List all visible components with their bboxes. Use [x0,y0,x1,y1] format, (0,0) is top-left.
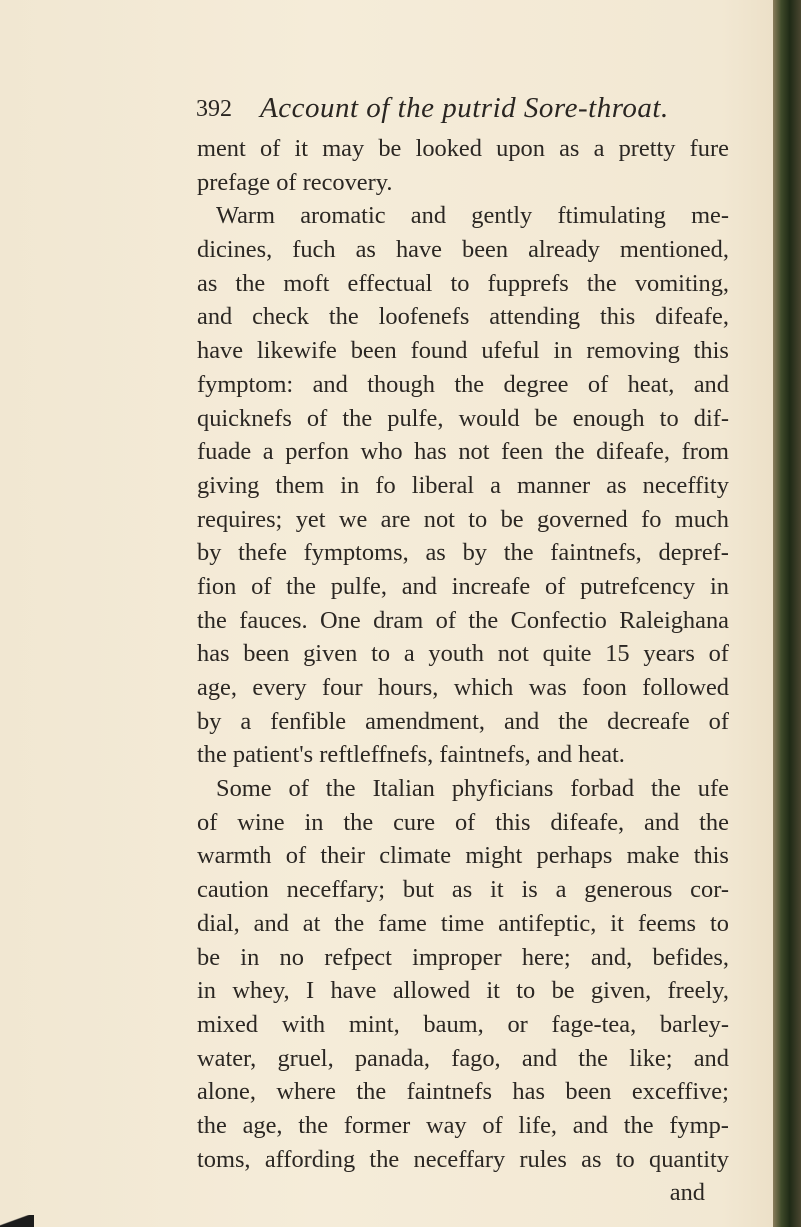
text-line: quicknefs of the pulfe, would be enough to dif- [197,404,729,432]
text-line: and check the loofenefs attending this difeafe, [197,303,729,331]
text-line: the fauces. One dram of the Confectio Raleighana [197,606,729,634]
text-line: mixed with mint, baum, or fage-tea, barley- [197,1010,729,1038]
text-line: in whey, I have allowed it to be given, freely, [197,977,729,1005]
text-line: the patient's reftleffnefs, faintnefs, and heat. [197,741,625,769]
binding-edge [773,0,801,1227]
text-line: toms, affording the neceffary rules as to quantity [197,1145,729,1173]
text-line: fion of the pulfe, and increafe of putrefcency in [197,572,729,600]
text-line: requires; yet we are not to be governed fo much [197,505,729,533]
text-line: as the moft effectual to fupprefs the vomiting, [197,269,729,297]
running-title: Account of the putrid Sore-throat. [260,92,669,124]
running-header [196,92,716,132]
text-line: fuade a perfon who has not feen the difeafe, from [197,438,729,466]
text-line: dial, and at the fame time antifeptic, it feems to [197,909,729,937]
text-line: by a fenfible amendment, and the decreafe of [197,707,729,735]
text-line: Warm aromatic and gently ftimulating me- [216,202,729,230]
page-number: 392 [196,96,232,122]
text-line: age, every four hours, which was foon followed [197,674,729,701]
body-text [197,132,729,1210]
text-line: alone, where the faintnefs has been exceffive; [197,1078,729,1106]
text-line: dicines, fuch as have been already mentioned, [197,236,729,264]
text-line: has been given to a youth not quite 15 years of [197,640,729,668]
text-line: water, gruel, panada, fago, and the like; and [197,1044,729,1072]
text-line: ment of it may be looked upon as a pretty fure [197,135,729,162]
text-line: caution neceffary; but as it is a generous cor- [197,876,729,904]
text-line: of wine in the cure of this difeafe, and the [197,808,729,836]
text-line: by thefe fymptoms, as by the faintnefs, depref- [197,539,729,567]
text-line: fymptom: and though the degree of heat, and [197,370,729,398]
text-line: giving them in fo liberal a manner as neceffity [197,471,729,499]
text-line: prefage of recovery. [197,168,393,196]
text-line: the age, the former way of life, and the fymp- [197,1111,729,1139]
catchword: and [669,1179,705,1207]
page-corner [0,1215,34,1227]
text-line: have likewife been found ufeful in removing this [197,337,729,365]
text-line: be in no refpect improper here; and, befides, [197,943,729,971]
text-line: Some of the Italian phyficians forbad the ufe [216,775,729,803]
text-line: warmth of their climate might perhaps make this [197,842,729,870]
